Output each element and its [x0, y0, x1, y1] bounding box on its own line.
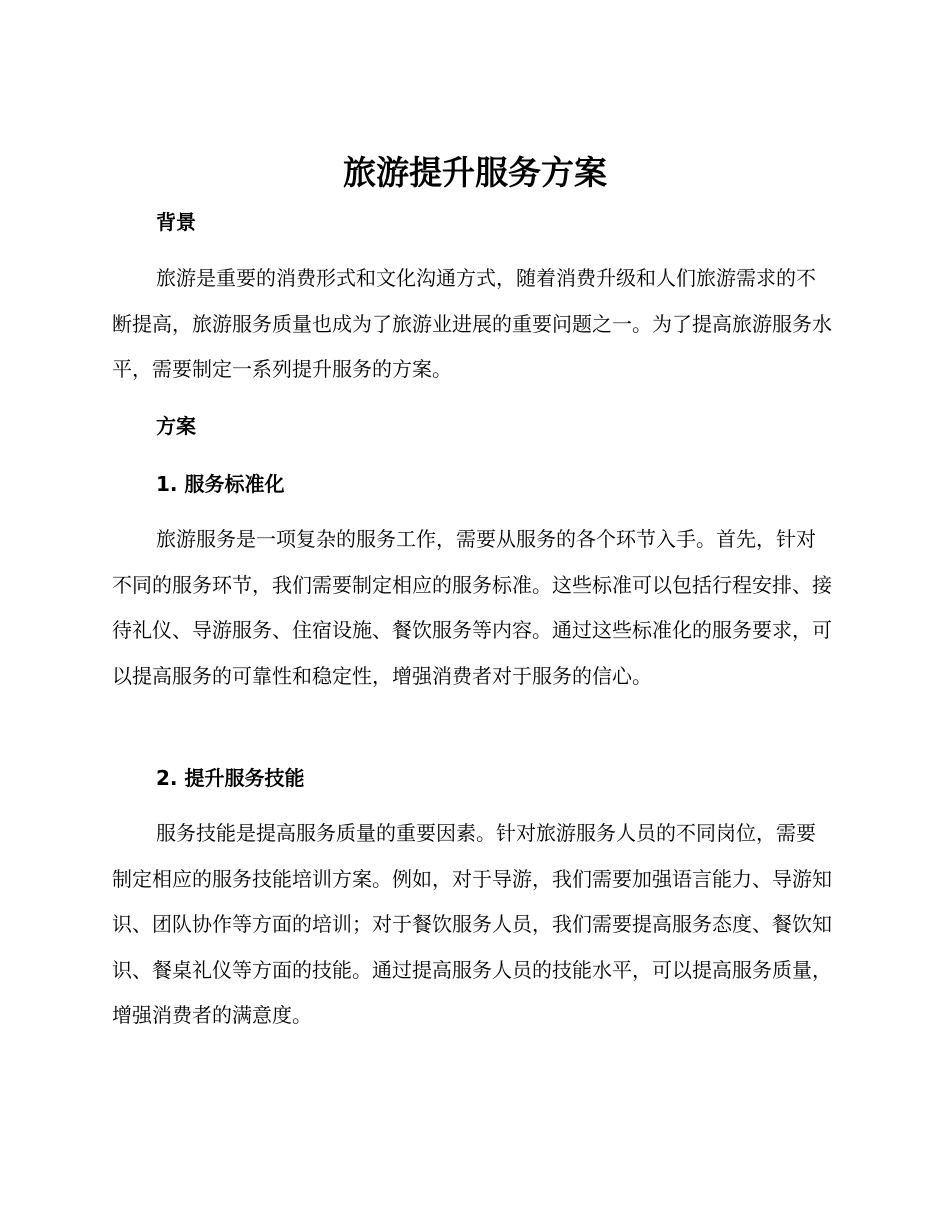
- section-heading-standardization: 1. 服务标准化: [156, 472, 285, 496]
- section-paragraph-skills: 服务技能是提高服务质量的重要因素。针对旅游服务人员的不同岗位，需要制定相应的服务技能培训方案。例如，对于导游，我们需要加强语言能力、导游知识、团队协作等方面的培训；对于餐饮服务人员，我们需要提高服务态度、餐饮知识、餐桌礼仪等方面的技能。通过提高服务人员的技能水平，可以提高服务质量，增强消费者的满意度。: [112, 821, 832, 1028]
- section-paragraph-background: 旅游是重要的消费形式和文化沟通方式，随着消费升级和人们旅游需求的不断提高，旅游服务质量也成为了旅游业进展的重要问题之一。为了提高旅游服务水平，需要制定一系列提升服务的方案。: [112, 266, 832, 382]
- section-heading-background: 背景: [156, 210, 196, 234]
- section-paragraph-standardization: 旅游服务是一项复杂的服务工作，需要从服务的各个环节入手。首先，针对不同的服务环节，我们需要制定相应的服务标准。这些标准可以包括行程安排、接待礼仪、导游服务、住宿设施、餐饮服务等内容。通过这些标准化的服务要求，可以提高服务的可靠性和稳定性，增强消费者对于服务的信心。: [112, 527, 832, 688]
- document-title: 旅游提升服务方案: [343, 153, 607, 192]
- section-heading-skills: 2. 提升服务技能: [156, 766, 305, 790]
- section-heading-plan: 方案: [156, 414, 196, 438]
